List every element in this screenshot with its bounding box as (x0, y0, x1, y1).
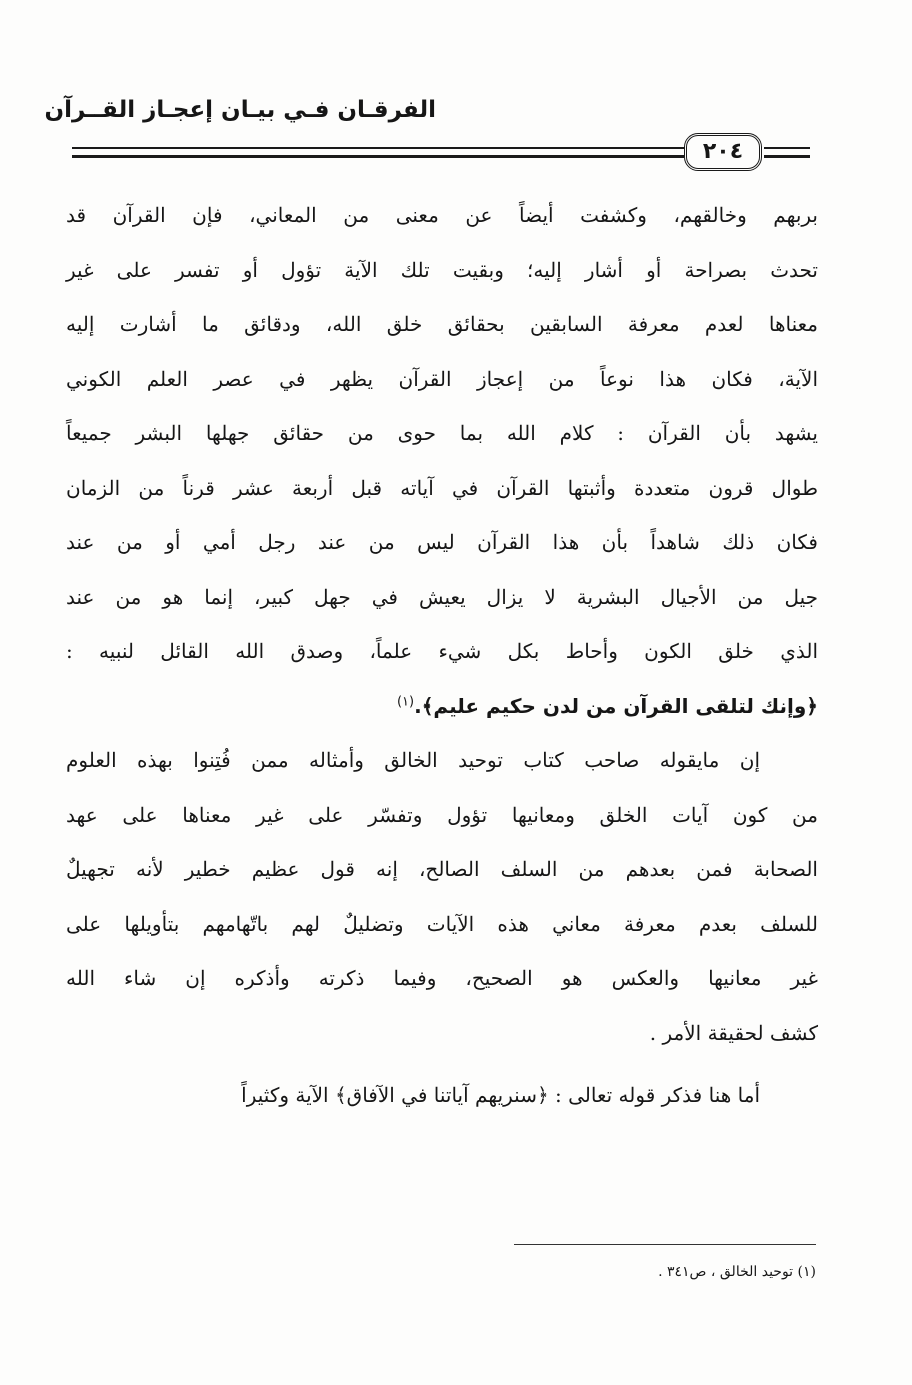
text-line: يشهد بأن القرآن : كلام الله بما حوى من حقائق جهلها البشر جميعاً (66, 421, 818, 445)
text-line: الآية، فكان هذا نوعاً من إعجاز القرآن يظهر في عصر العلم الكوني (66, 366, 818, 391)
running-header-title: الفرقـان فـي بيـان إعجـاز القــرآن (44, 97, 436, 123)
text-line: جيل من الأجيال البشرية لا يزال يعيش في جهل كبير، إنما هو من عند (66, 584, 818, 609)
text-line: إن مايقوله صاحب كتاب توحيد الخالق وأمثاله ممن فُتِنوا بهذه العلوم (66, 748, 760, 772)
header-rule-line (72, 155, 684, 158)
header-rule (72, 133, 812, 173)
text-line: أما هنا فذكر قوله تعالى : ﴿سنريهم آياتنا في الآفاق﴾ الآية وكثيراً (241, 1083, 760, 1107)
header-rule-line (72, 147, 684, 149)
text-line: تحدث بصراحة أو أشار إليه؛ وبقيت تلك الآية تؤول أو تفسر على غير (66, 257, 818, 282)
text-line: كشف لحقيقة الأمر . (649, 1020, 818, 1045)
body-text (66, 188, 818, 1123)
text-line: للسلف بعدم معرفة معاني هذه الآيات وتضليلٌ لهم باتّهامهم بتأويلها على (66, 911, 819, 936)
text-line: فكان ذلك شاهداً بأن هذا القرآن ليس من عند رجل أمي أو من عند (66, 530, 818, 554)
footnote-separator (514, 1244, 816, 1245)
text-line: طوال قرون متعددة وأثبتها القرآن في آياته قبل أربعة عشر قرناً من الزمان (66, 475, 818, 500)
text-line: الصحابة فمن بعدهم من السلف الصالح، إنه قول عظيم خطير لأنه تجهيلٌ (66, 857, 818, 881)
footnote-reference: (١) (396, 693, 415, 709)
text-line: غير معانيها والعكس هو الصحيح، وفيما ذكرته وأذكره إن شاء الله (66, 966, 819, 990)
header-rule-line (764, 147, 810, 149)
header-rule-line (764, 155, 810, 158)
text-line: الذي خلق الكون وأحاط بكل شيء علماً، وصدق الله القائل لنبيه : (66, 639, 819, 663)
page-number-badge: ٢٠٤ (684, 133, 762, 171)
text-line: بربهم وخالقهم، وكشفت أيضاً عن معنى من المعاني، فإن القرآن قد (66, 203, 818, 227)
text-line: معناها لعدم معرفة السابقين بحقائق خلق الله، ودقائق ما أشارت إليه (66, 312, 818, 336)
quran-verse: ﴿وإنك لتلقى القرآن من لدن حكيم عليم﴾. (414, 693, 818, 718)
text-line: من كون آيات الخلق ومعانيها تؤول وتفسّر على غير معناها على عهد (66, 802, 818, 827)
footnote: (١) توحيد الخالق ، ص٣٤١ . (658, 1264, 816, 1280)
quran-verse-line (66, 679, 818, 734)
